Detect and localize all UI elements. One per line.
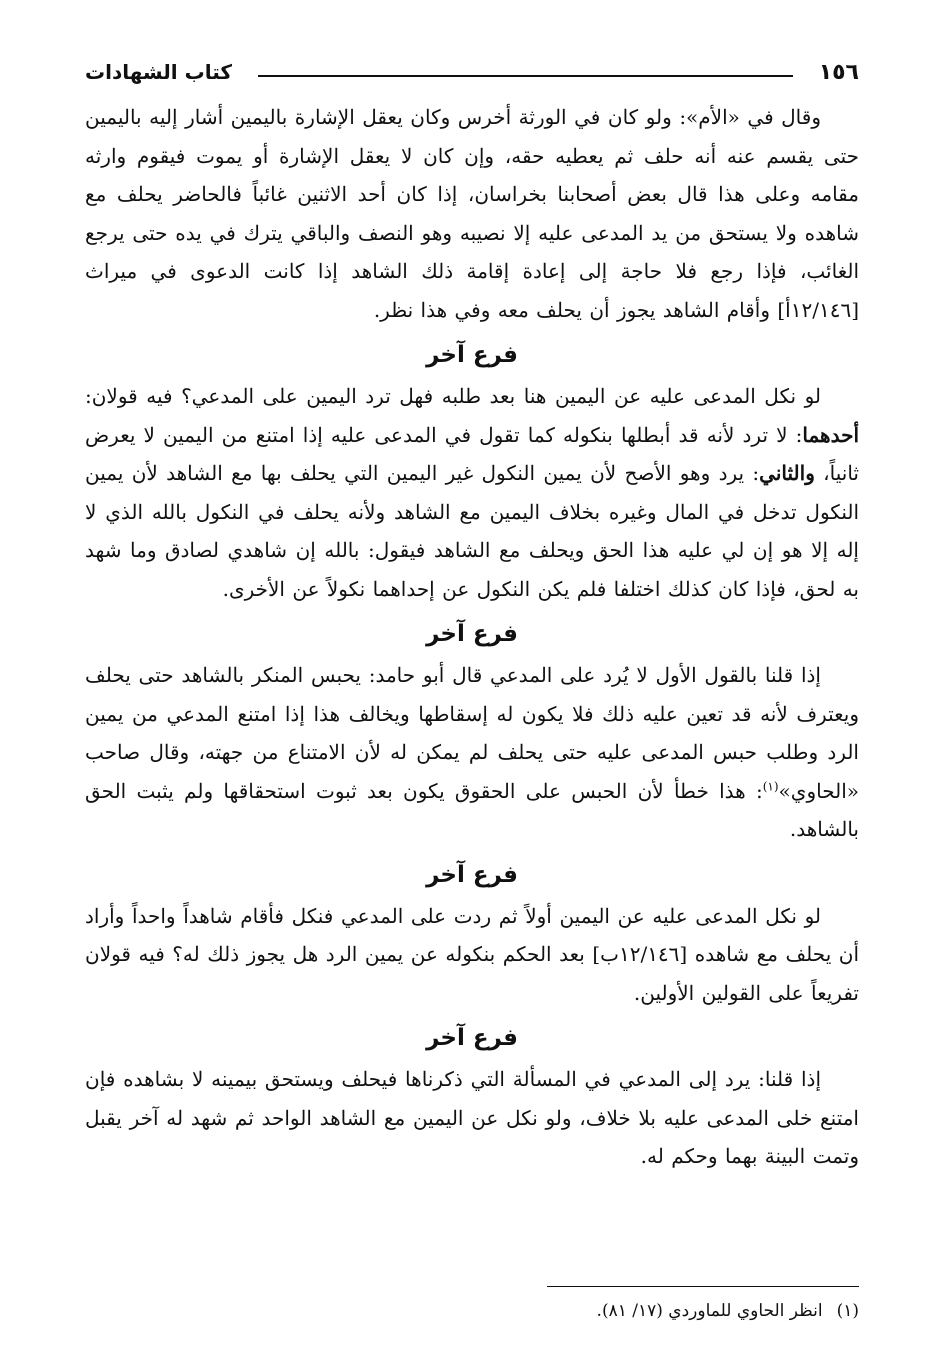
footnote-text: انظر الحاوي للماوردي (١٧/ ٨١). <box>596 1301 823 1321</box>
paragraph-2-part-a: لو نكل المدعى عليه عن اليمين هنا بعد طلبه فهل ترد اليمين على المدعي؟ فيه قولان: <box>85 384 821 408</box>
paragraph-3-part-a: إذا قلنا بالقول الأول لا يُرد على المدعي قال أبو حامد: يحبس المنكر بالشاهد حتى يحلف ويعترف لأنه قد تعين عليه ذلك فلا يكون له إسقاطها ويخالف هذا إذا امتنع المدعي من يمين الرد وطلب حبس المدعى عليه حتى يحلف لم يمكن له لأن الامتناع من جهته، وقال صاحب «الحاوي» <box>85 663 859 803</box>
running-header <box>85 52 859 92</box>
header-rule <box>258 75 793 77</box>
paragraph-1: وقال في «الأم»: ولو كان في الورثة أخرس وكان يعقل الإشارة باليمين أشار إليه باليمين حتى يقسم عنه أنه حلف ثم يعطيه حقه، وإن كان لا يعقل الإشارة أو يموت فيقوم وارثه مقامه وعلى هذا قال بعض أصحابنا بخراسان، إذا كان أحد الاثنين غائباً فالحاضر يحلف مع شاهده ولا يستحق من يد المدعى عليه إلا نصيبه وهو النصف والباقي يترك في يده حتى يرجع الغائب، فإذا رجع فلا حاجة إلى إعادة إقامة ذلك الشاهد إذا كانت الدعوى في ميراث [١٢/١٤٦أ] وأقام الشاهد يجوز أن يحلف معه وفي هذا نظر. <box>85 105 859 322</box>
paragraph-5: إذا قلنا: يرد إلى المدعي في المسألة التي ذكرناها فيحلف ويستحق بيمينه لا بشاهده فإن امتنع خلى المدعى عليه بلا خلاف، ولو نكل عن اليمين مع الشاهد الواحد ثم شهد له آخر يقبل وتمت البينة بهما وحكم له. <box>85 1067 859 1168</box>
footnote-1 <box>85 1294 859 1328</box>
footnote-separator <box>547 1286 859 1287</box>
book-title: كتاب الشهادات <box>85 60 233 84</box>
section-heading-3: فرع آخر <box>426 861 518 888</box>
paragraph-2-part-c: : لا ترد لأنه قد أبطلها بنكوله كما تقول في المدعى عليه إذا امتنع من اليمين لا يعرض ثانياً، <box>85 422 859 485</box>
paragraph-3-part-b: : هذا خطأ لأن الحبس على الحقوق يكون بعد ثبوت استحقاقها ولم يثبت الحق بالشاهد. <box>85 778 859 841</box>
section-heading-2: فرع آخر <box>426 621 518 647</box>
page-content <box>85 98 859 1176</box>
footnote-reference[interactable]: (١) <box>762 778 779 793</box>
paragraph-3 <box>85 656 859 849</box>
bold-term-second: والثاني <box>759 461 815 485</box>
footnote-marker: (١) <box>836 1301 859 1321</box>
page-number: ١٥٦ <box>818 59 859 85</box>
paragraph-4: لو نكل المدعى عليه عن اليمين أولاً ثم ردت على المدعي فنكل فأقام شاهداً واحداً وأراد أن يحلف مع شاهده [١٢/١٤٦ب] بعد الحكم بنكوله عن يمين الرد هل يجوز ذلك له؟ فيه قولان تفريعاً على القولين الأولين. <box>85 903 860 1005</box>
section-heading-4: فرع آخر <box>426 1025 518 1051</box>
bold-term-first: أحدهما <box>802 422 859 447</box>
paragraph-2-part-d: : يرد وهو الأصح لأن يمين النكول غير اليمين التي يحلف بها مع الشاهد لأن يمين النكول تدخل في المال وغيره بخلاف اليمين مع الشاهد ولأنه يحلف في النكول بالله الذي لا إله إلا هو إن لي عليه هذا الحق ويحلف مع الشاهد فيقول: بالله إن شاهدي لصادق وما شهد به لحق، فإذا كان كذلك اختلفا فلم يكن النكول عن إحداهما نكولاً عن الأخرى. <box>85 461 859 601</box>
section-heading-1: فرع آخر <box>426 342 518 368</box>
paragraph-2 <box>85 377 859 608</box>
